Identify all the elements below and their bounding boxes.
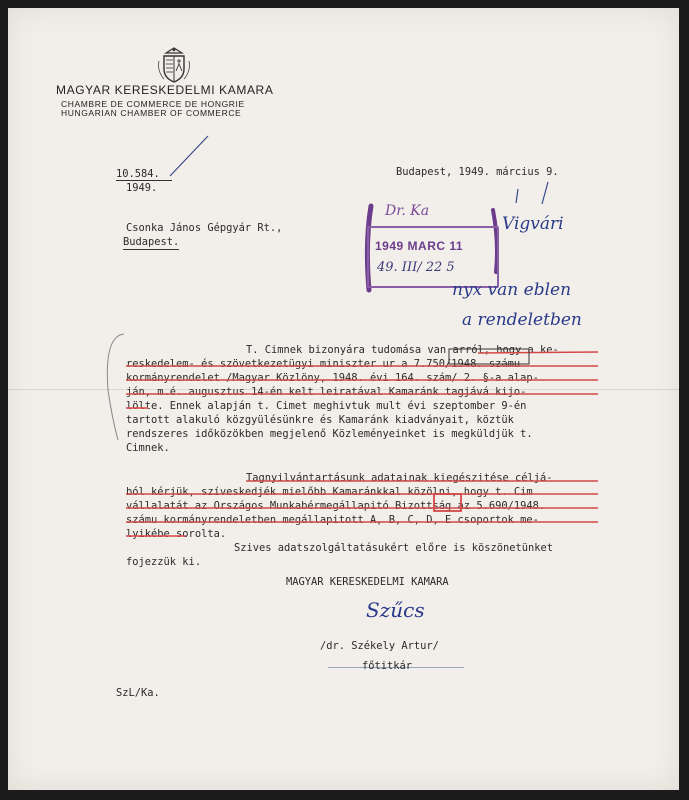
paragraph-1-line: Cimnek. [126,442,170,454]
paragraph-1-line: reskedelem- és szövetkezetügyi miniszter ur a 7.750/1948. számu [126,358,521,370]
date-line: Budapest, 1949. március 9. [396,166,559,178]
reference-initials: SzL/Ka. [116,687,160,699]
paragraph-2-line: vállalatát az Országos Munkabérmegállapitó Bizottság az 5.690/1948. [126,500,546,512]
letter-page [8,8,679,790]
paragraph-2-line: lyikébe sorolta. [126,528,227,540]
signature: Szűcs [366,598,425,622]
paragraph-2-line: Tagnyilvántartásunk adatainak kiegészitése céljá- [246,472,553,484]
annotation-marks [8,8,679,790]
handwritten-note-line1: nyx van eblen [452,280,572,300]
coat-of-arms-icon [156,47,192,85]
stamp-handwritten-reference: 49. III/ 22 5 [377,260,455,275]
stamp-date: 1949 MARC 11 [375,239,464,253]
letterhead-name-hu: MAGYAR KERESKEDELMI KAMARA [56,83,274,97]
recipient-name: Csonka János Gépgyár Rt., [126,222,283,234]
paragraph-1-line: tartott alakuló közgyülésünkre és Kamaránk kiadványait, köztük [126,414,514,426]
paragraph-1-line: lölte. Ennek alapján t. Cimet meghivtuk mult évi szeptomber 9-én [126,400,527,412]
letterhead-name-en: HUNGARIAN CHAMBER OF COMMERCE [61,108,242,118]
letterhead-name-fr: CHAMBRE DE COMMERCE DE HONGRIE [61,99,245,109]
signer-name: /dr. Székely Artur/ [320,640,439,652]
stamp-box [367,226,499,288]
stamp-handwritten-initials: Dr. Ka [385,203,430,219]
paragraph-1-line: rendszeres időközökben megjelenő Közleményeinket is megküldjük t. [126,428,533,440]
closing-organization: MAGYAR KERESKEDELMI KAMARA [286,576,449,588]
paragraph-3-line: fojezzük ki. [126,556,202,568]
paragraph-2-line: ból kérjük, szíveskedjék mielőbb Kamaránkkal közölni, hogy t. Cim [126,486,533,498]
handwritten-name: Vigvári [502,214,564,234]
signer-title: főtitkár [362,660,413,672]
paragraph-1-line: ján, m.é. augusztus 14-én kelt leiratával Kamaránk tagjává kijo- [126,386,527,398]
recipient-city: Budapest. [123,236,180,248]
handwritten-note-line2: a rendeletben [462,310,582,330]
paragraph-3-line: Szives adatszolgáltatásukért előre is köszönetünket [234,542,554,554]
paragraph-2-line: számu kormányrendeletben megállapitott A, B, C, D, E csoportok me- [126,514,539,526]
reference-year: 1949. [126,182,158,194]
paragraph-1-line: T. Cimnek bizonyára tudomása van arról, hogy a ke- [246,344,559,356]
reference-number: 10.584. [116,168,160,180]
reference-rule [116,180,172,181]
paragraph-1-line: kormányrendelet /Magyar Közlöny, 1948. évi 164. szám/ 2. §-a alap- [126,372,539,384]
